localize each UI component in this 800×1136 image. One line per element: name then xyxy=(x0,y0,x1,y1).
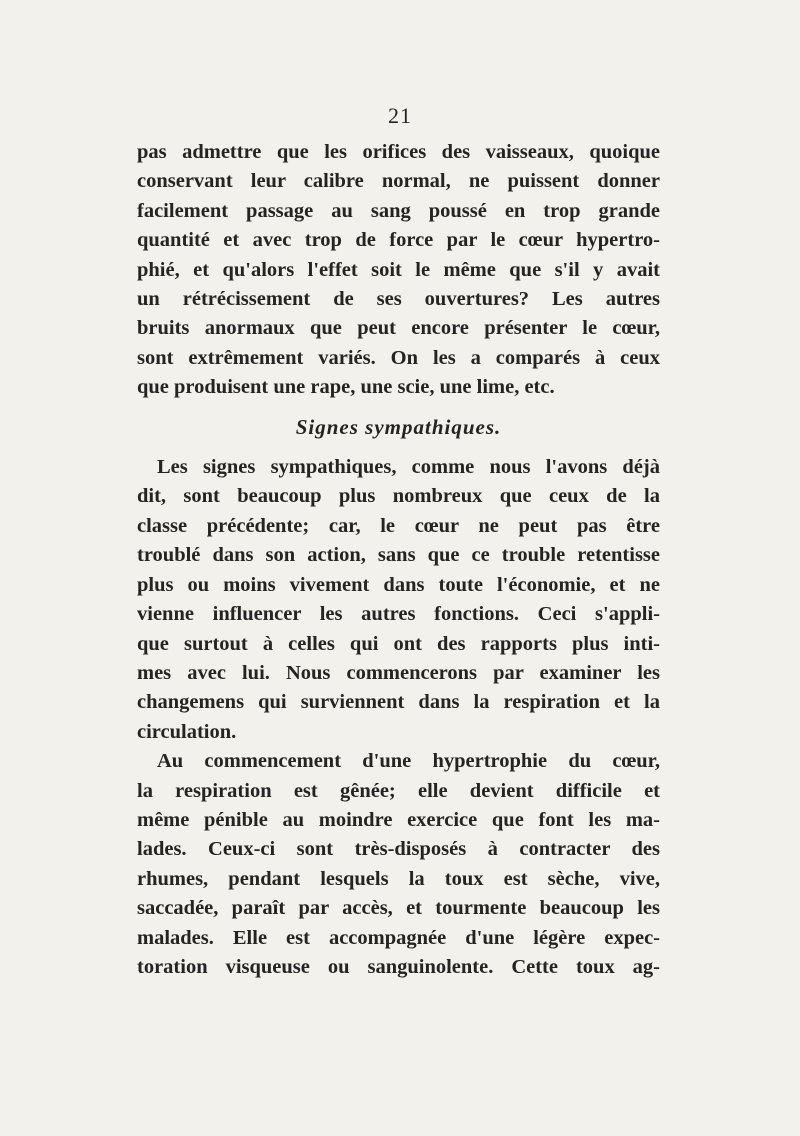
paragraph-1 xyxy=(137,138,660,403)
text-line: Au commencement d'une hypertrophie du cœur, xyxy=(157,750,660,773)
section-heading: Signes sympathiques. xyxy=(295,414,502,439)
text-line: Les signes sympathiques, comme nous l'avons déjà xyxy=(157,456,660,479)
paragraph-3 xyxy=(137,747,660,982)
text-line: quantité et avec trop de force par le cœur hypertro- xyxy=(137,229,660,252)
text-line: dit, sont beaucoup plus nombreux que ceux de la xyxy=(137,485,660,508)
page-number: 21 xyxy=(388,103,412,128)
text-line: changemens qui surviennent dans la respiration et la xyxy=(137,691,660,714)
text-line: troublé dans son action, sans que ce trouble retentisse xyxy=(137,544,660,567)
text-line: phié, et qu'alors l'effet soit le même que s'il y avait xyxy=(137,258,660,281)
text-line: saccadée, paraît par accès, et tourmente beaucoup les xyxy=(137,897,660,920)
paragraph-2 xyxy=(137,453,660,747)
text-line: un rétrécissement de ses ouvertures? Les autres xyxy=(137,288,660,311)
text-line: bruits anormaux que peut encore présenter le cœur, xyxy=(137,317,660,340)
text-line: la respiration est gênée; elle devient difficile et xyxy=(137,779,660,802)
text-line: même pénible au moindre exercice que font les ma- xyxy=(137,808,660,831)
text-line: que surtout à celles qui ont des rapports plus inti- xyxy=(137,632,660,655)
text-line: malades. Elle est accompagnée d'une légère expec- xyxy=(137,926,660,949)
text-line: toration visqueuse ou sanguinolente. Cette toux ag- xyxy=(137,955,660,978)
text-line: circulation. xyxy=(137,720,237,743)
text-line: lades. Ceux-ci sont très-disposés à contracter des xyxy=(137,838,660,861)
page-body xyxy=(137,138,660,982)
text-line: sont extrêmement variés. On les a comparés à ceux xyxy=(137,346,660,369)
text-line: facilement passage au sang poussé en trop grande xyxy=(137,199,660,222)
text-line: classe précédente; car, le cœur ne peut pas être xyxy=(137,514,660,537)
text-line: plus ou moins vivement dans toute l'économie, et ne xyxy=(137,573,660,596)
text-line: que produisent une rape, une scie, une lime, etc. xyxy=(137,376,555,399)
text-line: rhumes, pendant lesquels la toux est sèche, vive, xyxy=(137,867,660,890)
text-line: vienne influencer les autres fonctions. Ceci s'appli- xyxy=(137,603,660,626)
text-line: mes avec lui. Nous commencerons par examiner les xyxy=(137,661,660,684)
text-line: pas admettre que les orifices des vaisseaux, quoique xyxy=(137,141,660,163)
text-line: conservant leur calibre normal, ne puissent donner xyxy=(137,170,660,193)
